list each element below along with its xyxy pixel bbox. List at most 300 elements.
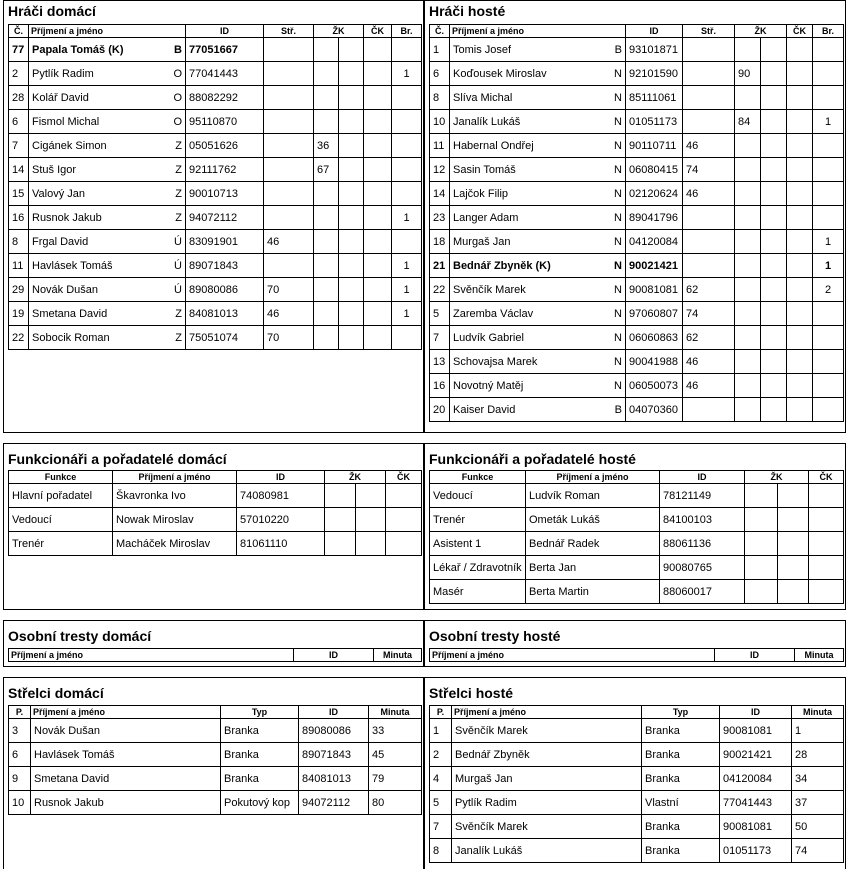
yellow-card-1	[735, 278, 761, 302]
player-number: 14	[9, 158, 29, 182]
player-name-cell	[450, 38, 626, 62]
yellow-card-1	[314, 206, 339, 230]
player-row	[9, 62, 422, 86]
scorer-id: 90081081	[720, 719, 792, 743]
goal-order: 1	[430, 719, 452, 743]
red-card	[364, 158, 392, 182]
player-position: Ú	[174, 235, 182, 248]
scorer-row	[430, 839, 844, 863]
player-name: Zaremba Václav	[453, 307, 534, 320]
goal-type: Branka	[221, 719, 299, 743]
player-name-cell	[29, 110, 186, 134]
substitution-minute	[683, 86, 735, 110]
goal-type: Branka	[642, 815, 720, 839]
player-name: Valový Jan	[32, 187, 85, 200]
goals: 1	[392, 302, 422, 326]
official-id: 81061110	[237, 532, 325, 556]
goal-type: Branka	[221, 743, 299, 767]
yellow-card-1	[314, 110, 339, 134]
home-players-title: Hráči domácí	[8, 3, 96, 19]
player-id: 90081081	[626, 278, 683, 302]
official-id: 88060017	[660, 580, 745, 604]
player-name-cell	[450, 254, 626, 278]
col-num-header: P.	[430, 706, 452, 719]
substitution-minute	[264, 38, 314, 62]
player-name-cell	[29, 182, 186, 206]
substitution-minute	[683, 110, 735, 134]
goals	[392, 158, 422, 182]
substitution-minute	[683, 206, 735, 230]
yellow-card-2	[761, 134, 787, 158]
player-name: Lajčok Filip	[453, 187, 509, 200]
red-card	[364, 230, 392, 254]
scorer-row	[430, 791, 844, 815]
player-name: Janalík Lukáš	[453, 115, 521, 128]
official-name: Ludvík Roman	[526, 484, 660, 508]
goal-minute: 1	[792, 719, 844, 743]
goal-order: 3	[9, 719, 31, 743]
goal-type: Branka	[642, 839, 720, 863]
red-card	[364, 134, 392, 158]
substitution-minute: 62	[683, 326, 735, 350]
goal-minute: 33	[369, 719, 422, 743]
home-scorers-title: Střelci domácí	[8, 685, 104, 701]
red-card	[787, 326, 813, 350]
red-card	[364, 326, 392, 350]
official-row	[430, 532, 844, 556]
goals	[392, 38, 422, 62]
player-position: B	[614, 43, 622, 56]
yellow-card-2	[339, 158, 364, 182]
player-number: 21	[430, 254, 450, 278]
official-id: 57010220	[237, 508, 325, 532]
player-id: 75051074	[186, 326, 264, 350]
yellow-card-2	[339, 230, 364, 254]
player-position: O	[173, 115, 182, 128]
official-role: Vedoucí	[9, 508, 113, 532]
yellow-card-2	[778, 532, 809, 556]
substitution-minute: 74	[683, 158, 735, 182]
yellow-card-1	[314, 38, 339, 62]
yellow-card-1: 90	[735, 62, 761, 86]
official-name: Berta Martin	[526, 580, 660, 604]
yellow-card-2	[761, 86, 787, 110]
scorer-name: Svěnčík Marek	[452, 815, 642, 839]
away-penalties-panel	[424, 620, 846, 667]
player-row	[430, 230, 844, 254]
yellow-card-1	[314, 326, 339, 350]
goal-order: 5	[430, 791, 452, 815]
goals	[813, 134, 844, 158]
player-row	[430, 86, 844, 110]
col-zk-header: ŽK	[745, 471, 809, 484]
scorer-id: 77041443	[720, 791, 792, 815]
official-row	[430, 484, 844, 508]
yellow-card-2	[761, 62, 787, 86]
official-row	[9, 508, 422, 532]
goals	[392, 326, 422, 350]
col-name-header: Příjmení a jméno	[113, 471, 237, 484]
player-id: 92111762	[186, 158, 264, 182]
substitution-minute	[264, 134, 314, 158]
player-name-cell	[29, 86, 186, 110]
substitution-minute	[264, 62, 314, 86]
official-role: Lékař / Zdravotník	[430, 556, 526, 580]
player-position: B	[174, 43, 182, 56]
player-position: Ú	[174, 259, 182, 272]
goals: 1	[813, 254, 844, 278]
player-id: 94072112	[186, 206, 264, 230]
col-ck-header: ČK	[364, 25, 392, 38]
scorer-name: Pytlík Radim	[452, 791, 642, 815]
player-row	[9, 302, 422, 326]
col-minute-header: Minuta	[792, 706, 844, 719]
yellow-card-1	[314, 254, 339, 278]
player-number: 20	[430, 398, 450, 422]
player-number: 10	[430, 110, 450, 134]
player-name-cell	[450, 182, 626, 206]
player-position: O	[173, 91, 182, 104]
yellow-card-2	[761, 158, 787, 182]
goal-order: 9	[9, 767, 31, 791]
player-position: B	[614, 403, 622, 416]
player-id: 84081013	[186, 302, 264, 326]
player-number: 11	[9, 254, 29, 278]
col-str-header: Stř.	[264, 25, 314, 38]
player-id: 90021421	[626, 254, 683, 278]
player-number: 2	[9, 62, 29, 86]
substitution-minute	[264, 158, 314, 182]
official-name: Ometák Lukáš	[526, 508, 660, 532]
official-name: Bednář Radek	[526, 532, 660, 556]
yellow-card-1	[735, 254, 761, 278]
scorer-id: 90081081	[720, 815, 792, 839]
home-penalties-table	[8, 648, 422, 662]
goals	[813, 158, 844, 182]
red-card	[787, 110, 813, 134]
player-id: 92101590	[626, 62, 683, 86]
player-position: Z	[175, 163, 182, 176]
player-number: 5	[430, 302, 450, 326]
player-number: 6	[430, 62, 450, 86]
player-name-cell	[29, 62, 186, 86]
substitution-minute: 74	[683, 302, 735, 326]
player-row	[430, 38, 844, 62]
yellow-card-2	[761, 38, 787, 62]
player-id: 90010713	[186, 182, 264, 206]
home-penalties-title: Osobní tresty domácí	[8, 628, 152, 644]
official-id: 74080981	[237, 484, 325, 508]
col-id-header: ID	[237, 471, 325, 484]
red-card	[809, 556, 844, 580]
col-num-header: Č.	[9, 25, 29, 38]
substitution-minute: 46	[683, 350, 735, 374]
player-name: Stuš Igor	[32, 163, 77, 176]
substitution-minute: 46	[683, 374, 735, 398]
goal-type: Branka	[221, 767, 299, 791]
col-str-header: Stř.	[683, 25, 735, 38]
player-id: 93101871	[626, 38, 683, 62]
player-id: 02120624	[626, 182, 683, 206]
substitution-minute	[683, 38, 735, 62]
away-players-table	[429, 24, 844, 422]
red-card	[364, 86, 392, 110]
player-name: Sobocik Roman	[32, 331, 110, 344]
player-name: Fismol Michal	[32, 115, 100, 128]
yellow-card-2	[339, 134, 364, 158]
player-number: 6	[9, 110, 29, 134]
col-name-header: Příjmení a jméno	[31, 706, 221, 719]
red-card	[787, 398, 813, 422]
player-name-cell	[450, 374, 626, 398]
red-card	[364, 38, 392, 62]
red-card	[386, 532, 422, 556]
red-card	[787, 182, 813, 206]
goal-type: Branka	[642, 743, 720, 767]
scorer-row	[430, 767, 844, 791]
goals	[813, 350, 844, 374]
player-id: 89041796	[626, 206, 683, 230]
official-role: Trenér	[430, 508, 526, 532]
scorer-row	[9, 767, 422, 791]
player-name: Ludvík Gabriel	[453, 331, 524, 344]
yellow-card-2	[778, 484, 809, 508]
substitution-minute	[683, 62, 735, 86]
goals	[392, 110, 422, 134]
home-scorers-table	[8, 705, 422, 815]
red-card	[787, 278, 813, 302]
official-row	[9, 532, 422, 556]
col-name-header: Příjmení a jméno	[29, 25, 186, 38]
goal-order: 4	[430, 767, 452, 791]
player-row	[9, 110, 422, 134]
away-scorers-table	[429, 705, 844, 863]
player-number: 16	[9, 206, 29, 230]
player-row	[430, 134, 844, 158]
goal-minute: 34	[792, 767, 844, 791]
col-role-header: Funkce	[430, 471, 526, 484]
player-number: 77	[9, 38, 29, 62]
yellow-card-1	[314, 302, 339, 326]
player-position: O	[173, 67, 182, 80]
player-name: Tomis Josef	[453, 43, 512, 56]
yellow-card-1	[745, 508, 778, 532]
yellow-card-1	[325, 484, 356, 508]
goal-minute: 37	[792, 791, 844, 815]
yellow-card-1	[314, 230, 339, 254]
scorer-row	[430, 719, 844, 743]
player-number: 22	[9, 326, 29, 350]
player-id: 04070360	[626, 398, 683, 422]
col-zk-header: ŽK	[314, 25, 364, 38]
yellow-card-1	[325, 532, 356, 556]
yellow-card-2	[778, 580, 809, 604]
player-number: 8	[430, 86, 450, 110]
away-penalties-title: Osobní tresty hosté	[429, 628, 561, 644]
scorer-id: 90021421	[720, 743, 792, 767]
goals	[813, 326, 844, 350]
yellow-card-2	[339, 302, 364, 326]
yellow-card-1	[735, 38, 761, 62]
yellow-card-2	[339, 110, 364, 134]
player-number: 12	[430, 158, 450, 182]
player-row	[9, 182, 422, 206]
yellow-card-1: 36	[314, 134, 339, 158]
player-id: 04120084	[626, 230, 683, 254]
player-row	[430, 374, 844, 398]
yellow-card-2	[761, 110, 787, 134]
scorer-name: Novák Dušan	[31, 719, 221, 743]
goals	[392, 230, 422, 254]
scorer-row	[9, 743, 422, 767]
yellow-card-1: 67	[314, 158, 339, 182]
goal-type: Vlastní	[642, 791, 720, 815]
goals	[392, 182, 422, 206]
player-name: Kaiser David	[453, 403, 516, 416]
col-id-header: ID	[299, 706, 369, 719]
col-num-header: Č.	[430, 25, 450, 38]
goals: 1	[392, 254, 422, 278]
player-id: 90110711	[626, 134, 683, 158]
yellow-card-1	[735, 398, 761, 422]
col-zk-header: ŽK	[735, 25, 787, 38]
yellow-card-2	[778, 556, 809, 580]
red-card	[787, 302, 813, 326]
goal-order: 7	[430, 815, 452, 839]
away-officials-table	[429, 470, 844, 604]
red-card	[386, 484, 422, 508]
official-role: Masér	[430, 580, 526, 604]
player-row	[9, 38, 422, 62]
red-card	[809, 532, 844, 556]
col-id-header: ID	[660, 471, 745, 484]
goals: 1	[392, 206, 422, 230]
red-card	[787, 230, 813, 254]
goal-minute: 74	[792, 839, 844, 863]
player-position: N	[614, 91, 622, 104]
scorer-name: Murgaš Jan	[452, 767, 642, 791]
yellow-card-1	[745, 532, 778, 556]
red-card	[787, 158, 813, 182]
scorer-id: 01051173	[720, 839, 792, 863]
goal-type: Pokutový kop	[221, 791, 299, 815]
official-id: 84100103	[660, 508, 745, 532]
col-name-header: Příjmení a jméno	[430, 649, 715, 662]
goal-type: Branka	[642, 767, 720, 791]
substitution-minute: 46	[264, 230, 314, 254]
yellow-card-2	[761, 254, 787, 278]
red-card	[364, 254, 392, 278]
player-position: Z	[175, 331, 182, 344]
away-penalties-table	[429, 648, 844, 662]
scorer-name: Havlásek Tomáš	[31, 743, 221, 767]
yellow-card-2	[339, 326, 364, 350]
scorer-name: Smetana David	[31, 767, 221, 791]
goal-minute: 50	[792, 815, 844, 839]
player-position: N	[614, 259, 622, 272]
player-name: Schovajsa Marek	[453, 355, 538, 368]
official-row	[430, 508, 844, 532]
player-row	[430, 110, 844, 134]
col-id-header: ID	[186, 25, 264, 38]
yellow-card-2	[356, 484, 386, 508]
player-name: Murgaš Jan	[453, 235, 511, 248]
player-name-cell	[450, 158, 626, 182]
yellow-card-2	[339, 86, 364, 110]
player-name-cell	[29, 206, 186, 230]
away-players-title: Hráči hosté	[429, 3, 506, 19]
player-name: Frgal David	[32, 235, 89, 248]
goals	[813, 182, 844, 206]
player-name: Rusnok Jakub	[32, 211, 102, 224]
player-position: N	[614, 379, 622, 392]
player-number: 11	[430, 134, 450, 158]
player-row	[430, 206, 844, 230]
player-id: 77041443	[186, 62, 264, 86]
official-name: Nowak Miroslav	[113, 508, 237, 532]
player-id: 97060807	[626, 302, 683, 326]
player-id: 85111061	[626, 86, 683, 110]
yellow-card-1: 84	[735, 110, 761, 134]
yellow-card-1	[735, 302, 761, 326]
scorer-name: Svěnčík Marek	[452, 719, 642, 743]
player-name-cell	[450, 278, 626, 302]
player-name-cell	[29, 254, 186, 278]
substitution-minute	[264, 254, 314, 278]
player-row	[430, 158, 844, 182]
player-number: 8	[9, 230, 29, 254]
player-row	[430, 62, 844, 86]
player-number: 22	[430, 278, 450, 302]
yellow-card-1	[314, 86, 339, 110]
player-name: Novotný Matěj	[453, 379, 524, 392]
official-role: Vedoucí	[430, 484, 526, 508]
player-name: Langer Adam	[453, 211, 519, 224]
goal-order: 6	[9, 743, 31, 767]
player-name-cell	[29, 38, 186, 62]
col-name-header: Příjmení a jméno	[526, 471, 660, 484]
substitution-minute: 46	[264, 302, 314, 326]
goals: 2	[813, 278, 844, 302]
player-position: N	[614, 163, 622, 176]
player-name-cell	[450, 134, 626, 158]
col-minute-header: Minuta	[374, 649, 422, 662]
scorer-id: 84081013	[299, 767, 369, 791]
player-name: Svěnčík Marek	[453, 283, 526, 296]
player-position: Z	[175, 139, 182, 152]
yellow-card-2	[339, 278, 364, 302]
away-officials-panel	[424, 443, 846, 610]
red-card	[787, 86, 813, 110]
player-name-cell	[450, 326, 626, 350]
official-name: Berta Jan	[526, 556, 660, 580]
red-card	[364, 182, 392, 206]
yellow-card-2	[339, 182, 364, 206]
player-name: Bednář Zbyněk (K)	[453, 259, 551, 272]
player-id: 89080086	[186, 278, 264, 302]
player-name-cell	[29, 302, 186, 326]
red-card	[386, 508, 422, 532]
player-row	[9, 278, 422, 302]
player-name: Havlásek Tomáš	[32, 259, 113, 272]
player-position: N	[614, 211, 622, 224]
player-name-cell	[29, 326, 186, 350]
goals: 1	[813, 230, 844, 254]
player-row	[9, 254, 422, 278]
col-name-header: Příjmení a jméno	[9, 649, 294, 662]
yellow-card-2	[778, 508, 809, 532]
goals	[813, 206, 844, 230]
